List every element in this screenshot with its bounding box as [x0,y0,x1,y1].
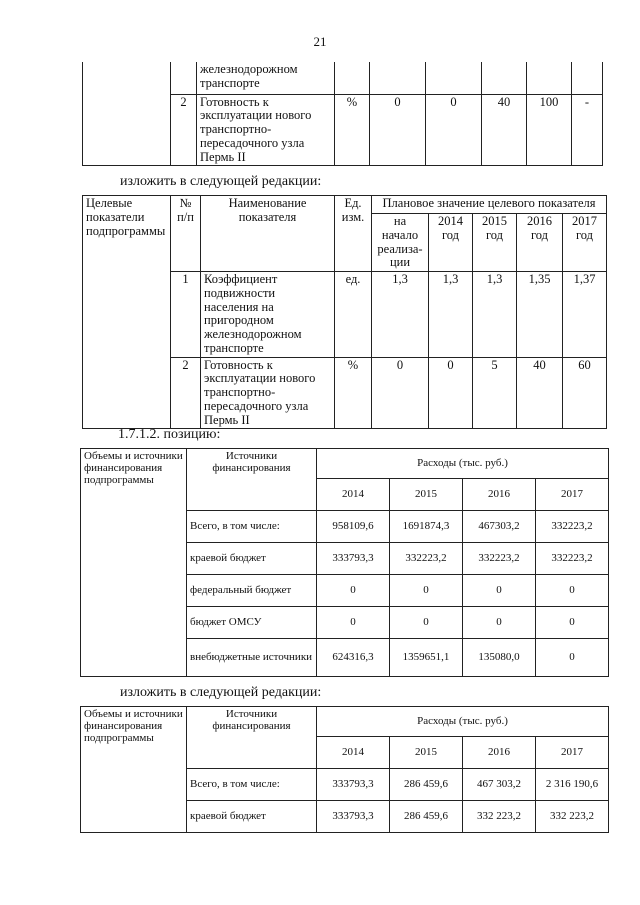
row-number: 2 [171,94,197,166]
source-label: федеральный бюджет [187,575,317,607]
unit-header: Ед. изм. [335,196,372,272]
amount-cell: 0 [390,575,463,607]
value-2017: - [572,94,603,166]
sources-header: Источники финансирования [187,707,317,769]
year-header: 2015 год [473,214,517,272]
source-label: краевой бюджет [187,801,317,833]
amount-cell: 333793,3 [317,543,390,575]
indicator-name: Коэффициент подвижности населения на пригородном железнодорожном транспорте [201,272,335,358]
value-2015: 1,3 [473,272,517,358]
amount-cell: 332223,2 [536,543,609,575]
page-number: 21 [313,34,327,49]
value-start: 0 [372,357,429,429]
amount-cell: 0 [317,575,390,607]
volumes-header: Объемы и источники финансирования подпрограммы [81,707,187,833]
amount-cell: 332223,2 [463,543,536,575]
value-start: 1,3 [372,272,429,358]
indicator-name: Готовность к эксплуатации нового транспортно-пересадочного узла Пермь II [197,94,335,166]
amount-cell: 1691874,3 [390,511,463,543]
amount-cell: 624316,3 [317,639,390,677]
year-header: 2016 [463,737,536,769]
indicator-name: Готовность к эксплуатации нового транспортно-пересадочного узла Пермь II [201,357,335,429]
value-start: 0 [370,94,426,166]
value-2016: 40 [517,357,563,429]
row-number: 2 [171,357,201,429]
expenses-header: Расходы (тыс. руб.) [317,707,609,737]
source-label: внебюджетные источники [187,639,317,677]
row-number: 1 [171,272,201,358]
amount-cell: 332223,2 [536,511,609,543]
source-label: краевой бюджет [187,543,317,575]
num-header: № п/п [171,196,201,272]
amount-cell: 0 [390,607,463,639]
value-2015: 5 [473,357,517,429]
amount-cell: 333793,3 [317,801,390,833]
amount-cell: 0 [536,639,609,677]
amount-cell: 332 223,2 [536,801,609,833]
year-header: 2014 [317,737,390,769]
value-2017: 60 [563,357,607,429]
amount-cell: 467 303,2 [463,769,536,801]
year-header: 2017 [536,737,609,769]
amount-cell: 0 [463,575,536,607]
year-header: 2015 [390,737,463,769]
unit: % [335,94,370,166]
amount-cell: 286 459,6 [390,801,463,833]
unit: % [335,357,372,429]
amount-cell: 333793,3 [317,769,390,801]
financing-table-old [80,448,609,677]
amount-cell: 0 [317,607,390,639]
source-label: бюджет ОМСУ [187,607,317,639]
indicator-table-fragment [82,62,603,166]
plan-header: Плановое значение целевого показателя [372,196,607,214]
amount-cell: 958109,6 [317,511,390,543]
source-label: Всего, в том числе: [187,511,317,543]
amount-cell: 332223,2 [390,543,463,575]
source-label: Всего, в том числе: [187,769,317,801]
volumes-header: Объемы и источники финансирования подпрограммы [81,449,187,677]
year-header: 2014 [317,479,390,511]
section-heading: изложить в следующей редакции: [120,685,322,700]
value-2014: 0 [429,357,473,429]
start-header: на начало реализа-ции [372,214,429,272]
amount-cell: 286 459,6 [390,769,463,801]
target-indicators-table [82,195,607,429]
amount-cell: 0 [536,607,609,639]
unit: ед. [335,272,372,358]
goals-header: Целевые показатели подпрограммы [83,196,171,429]
year-header: 2017 [536,479,609,511]
amount-cell: 467303,2 [463,511,536,543]
year-header: 2015 [390,479,463,511]
year-header: 2017 год [563,214,607,272]
amount-cell: 332 223,2 [463,801,536,833]
expenses-header: Расходы (тыс. руб.) [317,449,609,479]
amount-cell: 1359651,1 [390,639,463,677]
value-2014: 0 [426,94,482,166]
section-heading: 1.7.1.2. позицию: [118,427,221,442]
value-2016: 1,35 [517,272,563,358]
financing-table-new [80,706,609,833]
amount-cell: 0 [463,607,536,639]
name-header: Наименование показателя [201,196,335,272]
year-header: 2014 год [429,214,473,272]
value-2015: 40 [482,94,527,166]
value-2016: 100 [527,94,572,166]
amount-cell: 2 316 190,6 [536,769,609,801]
sources-header: Источники финансирования [187,449,317,511]
amount-cell: 0 [536,575,609,607]
amount-cell: 135080,0 [463,639,536,677]
value-2014: 1,3 [429,272,473,358]
indicator-name: железнодорожном транспорте [197,62,335,94]
value-2017: 1,37 [563,272,607,358]
section-heading: изложить в следующей редакции: [120,174,322,189]
year-header: 2016 год [517,214,563,272]
year-header: 2016 [463,479,536,511]
